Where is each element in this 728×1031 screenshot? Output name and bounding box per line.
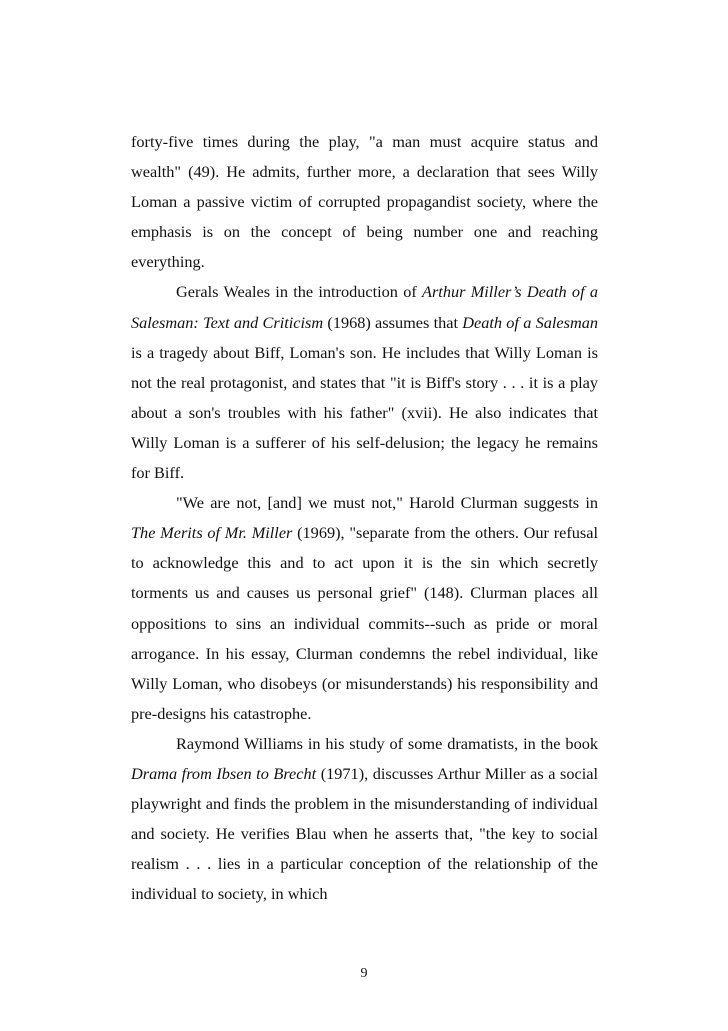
paragraph-1 bbox=[131, 127, 598, 277]
body-text-run: is a tragedy about Biff, Loman's son. He includes that Willy Loman is not the real protagonist, and states that "it is Biff's story . . . it is a play about a son's troubles with his father" (xvii). He also indicates that Willy Loman is a sufferer of his self-delusion; the legacy he remains for Biff. bbox=[131, 342, 598, 483]
body-text-run: forty-five times during the play, "a man must acquire status and wealth" (49). He admits, further more, a declaration that sees Willy Loman a passive victim of corrupted propagandist society, where the emphasis is on the concept of being number one and reaching everything. bbox=[131, 132, 598, 272]
italic-title-text: Death of a Salesman bbox=[462, 312, 598, 332]
body-text-run: (1969), "separate from the others. Our refusal to acknowledge this and to act upon it is the sin which secretly torments us and causes us personal grief" (148). Clurman places all oppositions to sins an individual commits--such as pride or moral arrogance. In his essay, Clurman condemns the rebel individual, like Willy Loman, who disobeys (or misunderstands) his responsibility and pre-designs his catastrophe. bbox=[131, 523, 598, 723]
paragraph-2 bbox=[131, 277, 598, 488]
body-text-run: (1968) assumes that bbox=[323, 312, 463, 332]
body-text bbox=[131, 127, 598, 909]
page-number: 9 bbox=[360, 966, 368, 981]
body-text-run: "We are not, [and] we must not," Harold Clurman suggests in bbox=[176, 493, 598, 513]
body-text-run: Gerals Weales in the introduction of bbox=[176, 282, 423, 302]
paragraph-3 bbox=[131, 488, 598, 729]
paragraph-4 bbox=[131, 729, 598, 910]
body-text-run: (1971), discusses Arthur Miller as a social playwright and finds the problem in the misunderstanding of individual and society. He verifies Blau when he asserts that, "the key to social realism . . . lies in a particular conception of the relationship of the individual to society, in which bbox=[131, 763, 598, 904]
italic-title-text: Arthur Miller’s Death of a Salesman: Text and Criticism bbox=[131, 282, 598, 332]
body-text-run: Raymond Williams in his study of some dramatists, in the book bbox=[176, 733, 598, 753]
italic-title-text: Drama from Ibsen to Brecht bbox=[131, 763, 317, 783]
italic-title-text: The Merits of Mr. Miller bbox=[131, 523, 293, 543]
